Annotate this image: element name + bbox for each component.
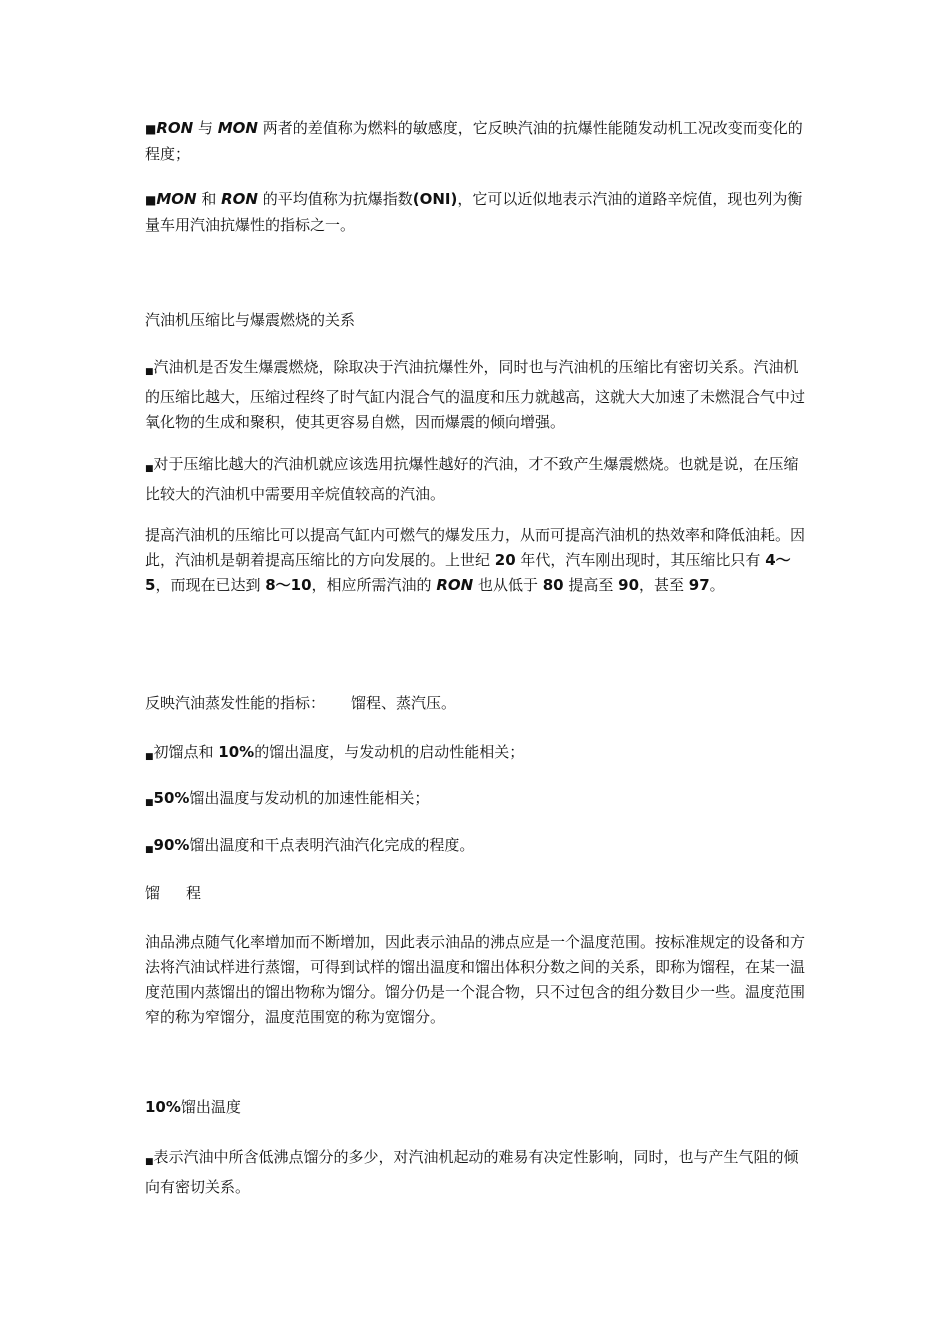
bullet-square: ■ — [145, 845, 154, 855]
paragraph-10-percent-description: ■表示汽油中所含低沸点馏分的多少，对汽油机起动的难易有决定性影响，同时，也与产生气阻的倾向有密切关系。 — [145, 1148, 799, 1196]
bullet-square: ■ — [145, 122, 157, 136]
section-heading-compression-ratio: 汽油机压缩比与爆震燃烧的关系 — [145, 311, 356, 329]
bullet-square: ■ — [145, 193, 157, 207]
paragraph-compression-history: 提高汽油机的压缩比可以提高气缸内可燃气的爆发压力，从而可提高汽油机的热效率和降低油耗。因此，汽油机是朝着提高压缩比的方向发展的。上世纪 20 年代，汽车刚出现时，其压缩比只有 4～5，而现在已达到 8～10，相应所需汽油的 RON 也从低于 80 提高至 90，甚至 97。 — [145, 526, 806, 594]
list-item-90-percent: ■90%馏出温度和干点表明汽油汽化完成的程度。 — [145, 836, 475, 855]
bullet-square: ■ — [145, 1157, 154, 1167]
list-item-initial-boiling: ■初馏点和 10%的馏出温度，与发动机的启动性能相关； — [145, 743, 525, 762]
list-item-50-percent: ■50%馏出温度与发动机的加速性能相关； — [145, 789, 430, 808]
bullet-square: ■ — [145, 798, 154, 808]
paragraph-knock-compression: ■汽油机是否发生爆震燃烧，除取决于汽油抗爆性外，同时也与汽油机的压缩比有密切关系。汽油机的压缩比越大，压缩过程终了时气缸内混合气的温度和压力就越高，这就大大加速了未燃混合气中过氧化物的生成和聚积，使其更容易自燃，因而爆震的倾向增强。 — [145, 358, 806, 431]
bullet-square: ■ — [145, 367, 154, 377]
section-heading-distillation: 馏 程 — [145, 884, 202, 902]
paragraph-anti-knock-index: ■MON 和 RON 的平均值称为抗爆指数(ONI)，它可以近似地表示汽油的道路辛烷值，现也列为衡量车用汽油抗爆性的指标之一。 — [145, 190, 803, 234]
section-heading-10-percent: 10%馏出温度 — [145, 1098, 241, 1116]
paragraph-ron-mon-sensitivity: ■RON 与 MON 两者的差值称为燃料的敏感度，它反映汽油的抗爆性能随发动机工况改变而变化的程度； — [145, 119, 803, 163]
section-heading-evaporation: 反映汽油蒸发性能的指标： 馏程、蒸汽压。 — [145, 694, 457, 712]
paragraph-high-octane: ■对于压缩比越大的汽油机就应该选用抗爆性越好的汽油，才不致产生爆震燃烧。也就是说，在压缩比较大的汽油机中需要用辛烷值较高的汽油。 — [145, 455, 799, 503]
paragraph-distillation-definition: 油品沸点随气化率增加而不断增加，因此表示油品的沸点应是一个温度范围。按标准规定的设备和方法将汽油试样进行蒸馏，可得到试样的馏出温度和馏出体积分数之间的关系，即称为馏程，在某一温度范围内蒸馏出的馏出物称为馏分。馏分仍是一个混合物，只不过包含的组分数目少一些。温度范围窄的称为窄馏分，温度范围宽的称为宽馏分。 — [145, 933, 806, 1026]
bullet-square: ■ — [145, 752, 154, 762]
bullet-square: ■ — [145, 464, 154, 474]
